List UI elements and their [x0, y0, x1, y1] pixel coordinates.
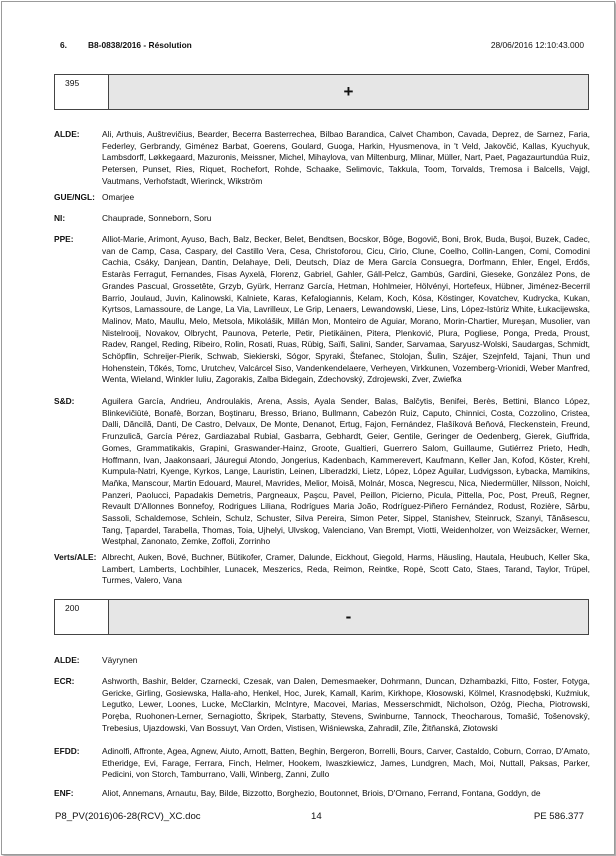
group-members: Aguilera García, Andrieu, Androulakis, Arena, Assis, Ayala Sender, Balas, Balčytis, Benifei, Berès, Bettini, Blanco López, Blinkevičiūtė, Bonafè, Borzan, Boştinaru, Bresso, Briano, Bullmann, Cabezón Ruiz, Caputo, Chinnici, Costa, Cozzolino, Cristea, Dalli, Dăncilă, Danti, De Castro, Delvaux, De Monte, Denanot, Ertug, Fajon, Fernández, Flašíková Beňová, Fleckenstein, Freund, Frunzulică, García Pérez, Gardiazabal Rubial, Gasbarra, Gebhardt, Geier, Gentile, Geringer de Oedenberg, Gierek, Giuffrida, Gomes, Grammatikakis, Grapini, Graswander-Hainz, Groote, Gualtieri, Guerrero Salom, Guillaume, Gutiérrez Prieto, Hedh, Hoffmann, Ivan, Jaakonsaari, Jáuregui Atondo, Jongerius, Kadenbach, Kammerevert, Kaufmann, Keller Jan, Kofod, Köster, Krehl, Kumpula-Natri, Kyenge, Kyrkos, Lange, Lauristin, Leinen, Liberadzki, Lietz, López, López Aguilar, Ludvigsson, Łybacka, Mamikins, Maňka, Manscour, Martin Edouard, Maurel, Mavrides, Melior, Moisă, Molnár, Mosca, Negrescu, Nica, Niedermüller, Nilsson, Noichl, Panzeri, Paolucci, Papadakis Demetris, Pargneaux, Paşcu, Pavel, Peillon, Picierno, Picula, Pittella, Poc, Post, Preuß, Regner, Revault D'Allonnes Bonnefoy, Rodrigues Liliana, Rodrígues Maria João, Rodríguez-Piñero Fernández, Rodust, Rozière, Sârbu, Sassoli, Schaldemose, Schlein, Schulz, Schuster, Silva Pereira, Simon Peter, Sippel, Stanishev, Steinruck, Szanyi, Tănăsescu, Tang, Ţapardel, Tarabella, Thomas, Toia, Ujhelyi, Ulvskog, Valenciano, Van Brempt, Viotti, Weidenholzer, von Weizsäcker, Werner, Westphal, Zanonato, Zemke, Zoffoli, Zorrinho — [102, 396, 590, 547]
group-members: Aliot, Annemans, Arnautu, Bay, Bilde, Bizzotto, Borghezio, Boutonnet, Briois, D'Ornano, Ferrand, Fontana, Goddyn, de — [102, 788, 541, 798]
group-entry-efdd — [54, 746, 590, 781]
group-entry-alde — [54, 129, 590, 188]
group-name: NI: — [54, 213, 66, 223]
group-members: Omarjee — [102, 192, 135, 202]
group-entry-ppe — [54, 234, 590, 386]
page-number: 14 — [311, 811, 322, 822]
document-page — [1, 1, 615, 855]
group-entry-enf — [54, 788, 590, 800]
pe-number: PE 586.377 — [533, 811, 584, 822]
vote-box-for — [54, 74, 589, 110]
document-reference: P8_PV(2016)06-28(RCV)_XC.doc — [55, 811, 201, 822]
group-members: Albrecht, Auken, Bové, Buchner, Bütikofer, Cramer, Dalunde, Eickhout, Giegold, Harms, Häusling, Hautala, Heubuch, Keller Ska, Lambert, Lamberts, Lochbihler, Lunacek, Meszerics, Reda, Reimon, Reintke, Ropė, Scott Cato, Staes, Tarand, Taylor, Trüpel, Turmes, Valero, Vana — [102, 552, 590, 586]
vote-sign: + — [109, 75, 588, 109]
group-name: ALDE: — [54, 655, 80, 665]
document-title: B8-0838/2016 - Résolution — [88, 40, 192, 50]
vote-sign: - — [109, 600, 588, 634]
group-entry-alde — [54, 655, 590, 667]
group-entry-verts-ale — [54, 552, 590, 587]
item-number: 6. — [60, 40, 67, 50]
group-members: Väyrynen — [102, 655, 138, 665]
group-name: Verts/ALE: — [54, 552, 97, 562]
group-members: Adinolfi, Affronte, Agea, Agnew, Aiuto, Arnott, Batten, Beghin, Bergeron, Borrelli, Bours, Carver, Castaldo, Coburn, Corrao, D'Amato, Etheridge, Evi, Farage, Ferrara, Finch, Helmer, Hookem, Iwaszkiewicz, James, Lundgren, Mach, Moi, Nuttall, Paksas, Parker, Pedicini, von Storch, Tamburrano, Valli, Winberg, Zanni, Zullo — [102, 746, 590, 780]
vote-count: 200 — [55, 600, 109, 634]
group-entry-ecr — [54, 676, 590, 735]
group-name: ENF: — [54, 788, 74, 798]
vote-datetime: 28/06/2016 12:10:43.000 — [490, 40, 584, 50]
group-name: GUE/NGL: — [54, 192, 95, 202]
group-name: PPE: — [54, 234, 74, 244]
vote-count: 395 — [55, 75, 109, 109]
group-name: EFDD: — [54, 746, 80, 756]
group-entry-gue-ngl — [54, 192, 590, 204]
group-entry-sd — [54, 396, 590, 548]
group-members: Alliot-Marie, Arimont, Ayuso, Bach, Balz, Becker, Belet, Bendtsen, Bocskor, Böge, Bogovič, Boni, Brok, Buda, Buşoi, Buzek, Cadec, van de Camp, Casa, Caspary, del Castillo Vera, Cesa, Christoforou, Cicu, Cirio, Clune, Coelho, Collin-Langen, Comi, Comodini Cachia, Csáky, Danjean, Dantin, Delahaye, Deli, Deutsch, Díaz de Mera García Consuegra, Dorfmann, Ehler, Engel, Erdős, Estaràs Ferragut, Fernandes, Fisas Ayxelà, Florenz, Gabriel, Gahler, Gáll-Pelcz, Gambús, Gardini, Gieseke, González Pons, de Grandes Pascual, Grossetête, Grzyb, Gyürk, Herranz García, Hetman, Hohlmeier, Hölvényi, Hortefeux, Hübner, Jiménez-Becerril Barrio, Joulaud, Juvin, Kalinowski, Kalniete, Karas, Kefalogiannis, Kelam, Koch, Kósa, Köstinger, Kovatchev, Kudrycka, Kukan, Kyrtsos, Lamassoure, de Lange, La Via, Lavrilleux, Le Grip, Lenaers, Lewandowski, Liese, Lins, López-Istúriz White, Łukacijewska, Malinov, Mato, Maullu, Melo, Metsola, Mikolášik, Millán Mon, Monteiro de Aguiar, Morano, Morin-Chartier, Mureşan, Musolier, van Nistelrooij, Novakov, Olbrycht, Paunova, Peterle, Petir, Pietikäinen, Pitera, Plenković, Plura, Pogliese, Ponga, Preda, Proust, Radev, Rangel, Reding, Ribeiro, Rolin, Rosati, Ruas, Rübig, Saïfi, Salini, Sander, Sarvamaa, Saryusz-Wolski, Saudargas, Schmidt, Schöpflin, Schreijer-Pierik, Schwab, Siekierski, Sógor, Spyraki, Štefanec, Stolojan, Šulin, Szájer, Szejnfeld, Tajani, Thun und Hohenstein, Tőkés, Tomc, Urutchev, Valcárcel Siso, Vandenkendelaere, Verheyen, Virkkunen, Vozemberg-Vrionidi, Weber Manfred, Wenta, Wieland, Winkler Iuliu, Zagorakis, Zalba Bidegain, Zdechovský, Zdrojewski, Zver, Zwiefka — [102, 234, 590, 385]
group-entry-ni — [54, 213, 590, 225]
group-members: Chauprade, Sonneborn, Soru — [102, 213, 212, 223]
group-members: Ashworth, Bashir, Belder, Czarnecki, Czesak, van Dalen, Demesmaeker, Dohrmann, Duncan, Dzhambazki, Fitto, Foster, Fotyga, Gericke, Girling, Gosiewska, Halla-aho, Henkel, Hoc, Jurek, Kamall, Karim, Kirkhope, Kłosowski, Kölmel, Krasnodębski, Kuźmiuk, Legutko, Lewer, Loones, Lucke, McClarkin, McIntyre, Macovei, Marias, Messerschmidt, Nicholson, Ożóg, Piecha, Piotrowski, Poręba, Ruohonen-Lerner, Sernagiotto, Škripek, Starbatty, Stevens, Swinburne, Tannock, Theocharous, Tomašić, Tošenovský, Trebesius, Ujazdowski, Van Bossuyt, Van Orden, Vistisen, Wiśniewska, Zahradil, Zīle, Žitňanská, Złotowski — [102, 676, 590, 733]
group-name: ALDE: — [54, 129, 80, 139]
group-members: Ali, Arthuis, Auštrevičius, Bearder, Becerra Basterrechea, Bilbao Barandica, Calvet Chambon, Cavada, Deprez, de Sarnez, Faria, Federley, Gerbrandy, Giménez Barbat, Goerens, Goulard, Guoga, Harkin, Hyusmenova, in 't Veld, Jakovčić, Kallas, Kyuchyuk, Lambsdorff, Løkkegaard, Mazuronis, Meissner, Michel, Mihaylova, van Miltenburg, Mlinar, Müller, Nart, Paet, Pagazaurtundúa Ruiz, Petersen, Punset, Ries, Riquet, Rochefort, Rohde, Schaake, Selimovic, Takkula, Toom, Torvalds, Tremosa i Balcells, Vajgl, Vautmans, Verhofstadt, Wierinck, Wikström — [102, 129, 590, 186]
vote-box-against — [54, 599, 589, 635]
group-name: S&D: — [54, 396, 75, 406]
group-name: ECR: — [54, 676, 75, 686]
